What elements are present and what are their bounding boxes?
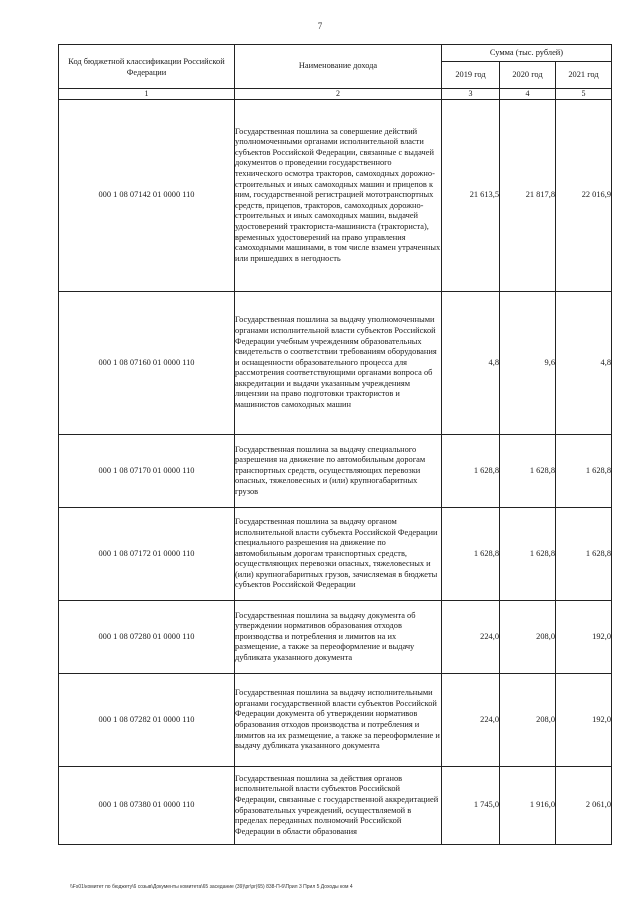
- row-amount-2019: 1 628,8: [442, 508, 500, 601]
- header-year-2020: 2020 год: [500, 62, 556, 89]
- header-name: Наименование дохода: [235, 45, 442, 89]
- row-amount-2021: 1 628,8: [556, 435, 612, 508]
- row-amount-2020: 9,6: [500, 292, 556, 435]
- header-year-2021: 2021 год: [556, 62, 612, 89]
- row-amount-2021: 22 016,9: [556, 100, 612, 292]
- page-number: 7: [317, 21, 323, 31]
- row-name: Государственная пошлина за выдачу органом исполнительной власти субъекта Российской Федерации специального разрешения на движение по автомобильным дорогам транспортных средств, осуществляющих перевозки опасных, тяжеловесных и (или) крупногабаритных грузов, зачисляемая в бюджеты субъектов Российской Федерации: [235, 508, 442, 601]
- row-name: Государственная пошлина за выдачу специального разрешения на движение по автомобильным дорогам транспортных средств, осуществляющих перевозки опасных, тяжеловесных и (или) крупногабаритных грузов: [235, 435, 442, 508]
- header-sum: Сумма (тыс. рублей): [442, 45, 612, 62]
- row-code: 000 1 08 07170 01 0000 110: [59, 435, 235, 508]
- row-amount-2020: 1 916,0: [500, 767, 556, 845]
- row-amount-2021: 2 061,0: [556, 767, 612, 845]
- row-amount-2019: 224,0: [442, 674, 500, 767]
- table-row: [59, 100, 612, 292]
- column-number: 5: [556, 89, 612, 100]
- row-amount-2021: 4,8: [556, 292, 612, 435]
- row-name: Государственная пошлина за выдачу документа об утверждении нормативов образования отходов производства и потребления и лимитов на их размещение, а также за переоформление и выдачу дубликата указанного документа: [235, 601, 442, 674]
- row-amount-2020: 208,0: [500, 601, 556, 674]
- row-code: 000 1 08 07280 01 0000 110: [59, 601, 235, 674]
- row-amount-2021: 1 628,8: [556, 508, 612, 601]
- table-row: [59, 435, 612, 508]
- table-row: [59, 767, 612, 845]
- row-code: 000 1 08 07160 01 0000 110: [59, 292, 235, 435]
- row-amount-2021: 192,0: [556, 674, 612, 767]
- header-year-2019: 2019 год: [442, 62, 500, 89]
- row-name: Государственная пошлина за выдачу исполнительными органами государственной власти субъектов Российской Федерации документа об утверждении нормативов образования отходов производства и потребления и лимитов на их размещение, а также за переоформление и выдачу дубликата указанного документа: [235, 674, 442, 767]
- row-amount-2019: 1 745,0: [442, 767, 500, 845]
- row-amount-2019: 21 613,5: [442, 100, 500, 292]
- table-row: [59, 508, 612, 601]
- row-amount-2019: 1 628,8: [442, 435, 500, 508]
- header-code: Код бюджетной классификации Российской Федерации: [59, 45, 235, 89]
- table-row: [59, 601, 612, 674]
- column-number: 2: [235, 89, 442, 100]
- column-number-row: [59, 89, 612, 100]
- row-code: 000 1 08 07380 01 0000 110: [59, 767, 235, 845]
- row-amount-2020: 1 628,8: [500, 508, 556, 601]
- row-amount-2020: 1 628,8: [500, 435, 556, 508]
- row-name: Государственная пошлина за совершение действий уполномоченными органами исполнительной власти субъектов Российской Федерации, связанные с выдачей документов о проведении государственного технического осмотра тракторов, самоходных дорожно-строительных и иных самоходных машин и прицепов к ним, государственной регистрацией мототранспортных средств, прицепов, тракторов, самоходных дорожно-строительных и иных самоходных машин, выдачей удостоверений тракториста-машиниста (тракториста), временных удостоверений на право управления самоходными машинами, в том числе взамен утраченных или пришедших в негодность: [235, 100, 442, 292]
- row-amount-2019: 224,0: [442, 601, 500, 674]
- table-row: [59, 292, 612, 435]
- row-amount-2020: 21 817,8: [500, 100, 556, 292]
- row-amount-2019: 4,8: [442, 292, 500, 435]
- file-path-footer: \\Fs01\комитет по бюджету\6 созыв\Документы комитета\65 заседание (39)\pr\pr(65) 838-П-6\Прил 3 Прил 5 Доходы ком 4: [70, 884, 353, 890]
- row-code: 000 1 08 07282 01 0000 110: [59, 674, 235, 767]
- table-row: [59, 674, 612, 767]
- row-amount-2021: 192,0: [556, 601, 612, 674]
- row-name: Государственная пошлина за действия органов исполнительной власти субъектов Российской Федерации, связанные с государственной аккредитацией образовательных учреждений, осуществляемой в пределах переданных полномочий Российской Федерации в области образования: [235, 767, 442, 845]
- column-number: 4: [500, 89, 556, 100]
- column-number: 3: [442, 89, 500, 100]
- row-code: 000 1 08 07142 01 0000 110: [59, 100, 235, 292]
- revenue-table: [58, 44, 612, 845]
- row-amount-2020: 208,0: [500, 674, 556, 767]
- row-code: 000 1 08 07172 01 0000 110: [59, 508, 235, 601]
- column-number: 1: [59, 89, 235, 100]
- table-header-row: [59, 45, 612, 62]
- row-name: Государственная пошлина за выдачу уполномоченными органами исполнительной власти субъектов Российской Федерации учебным учреждениям образовательных свидетельств о соответствии требованиям оборудования и оснащенности образовательного процесса для рассмотрения соответствующими органами вопроса об аккредитации и выдачи указанным учреждениям лицензии на право подготовки трактористов и машинистов самоходных машин: [235, 292, 442, 435]
